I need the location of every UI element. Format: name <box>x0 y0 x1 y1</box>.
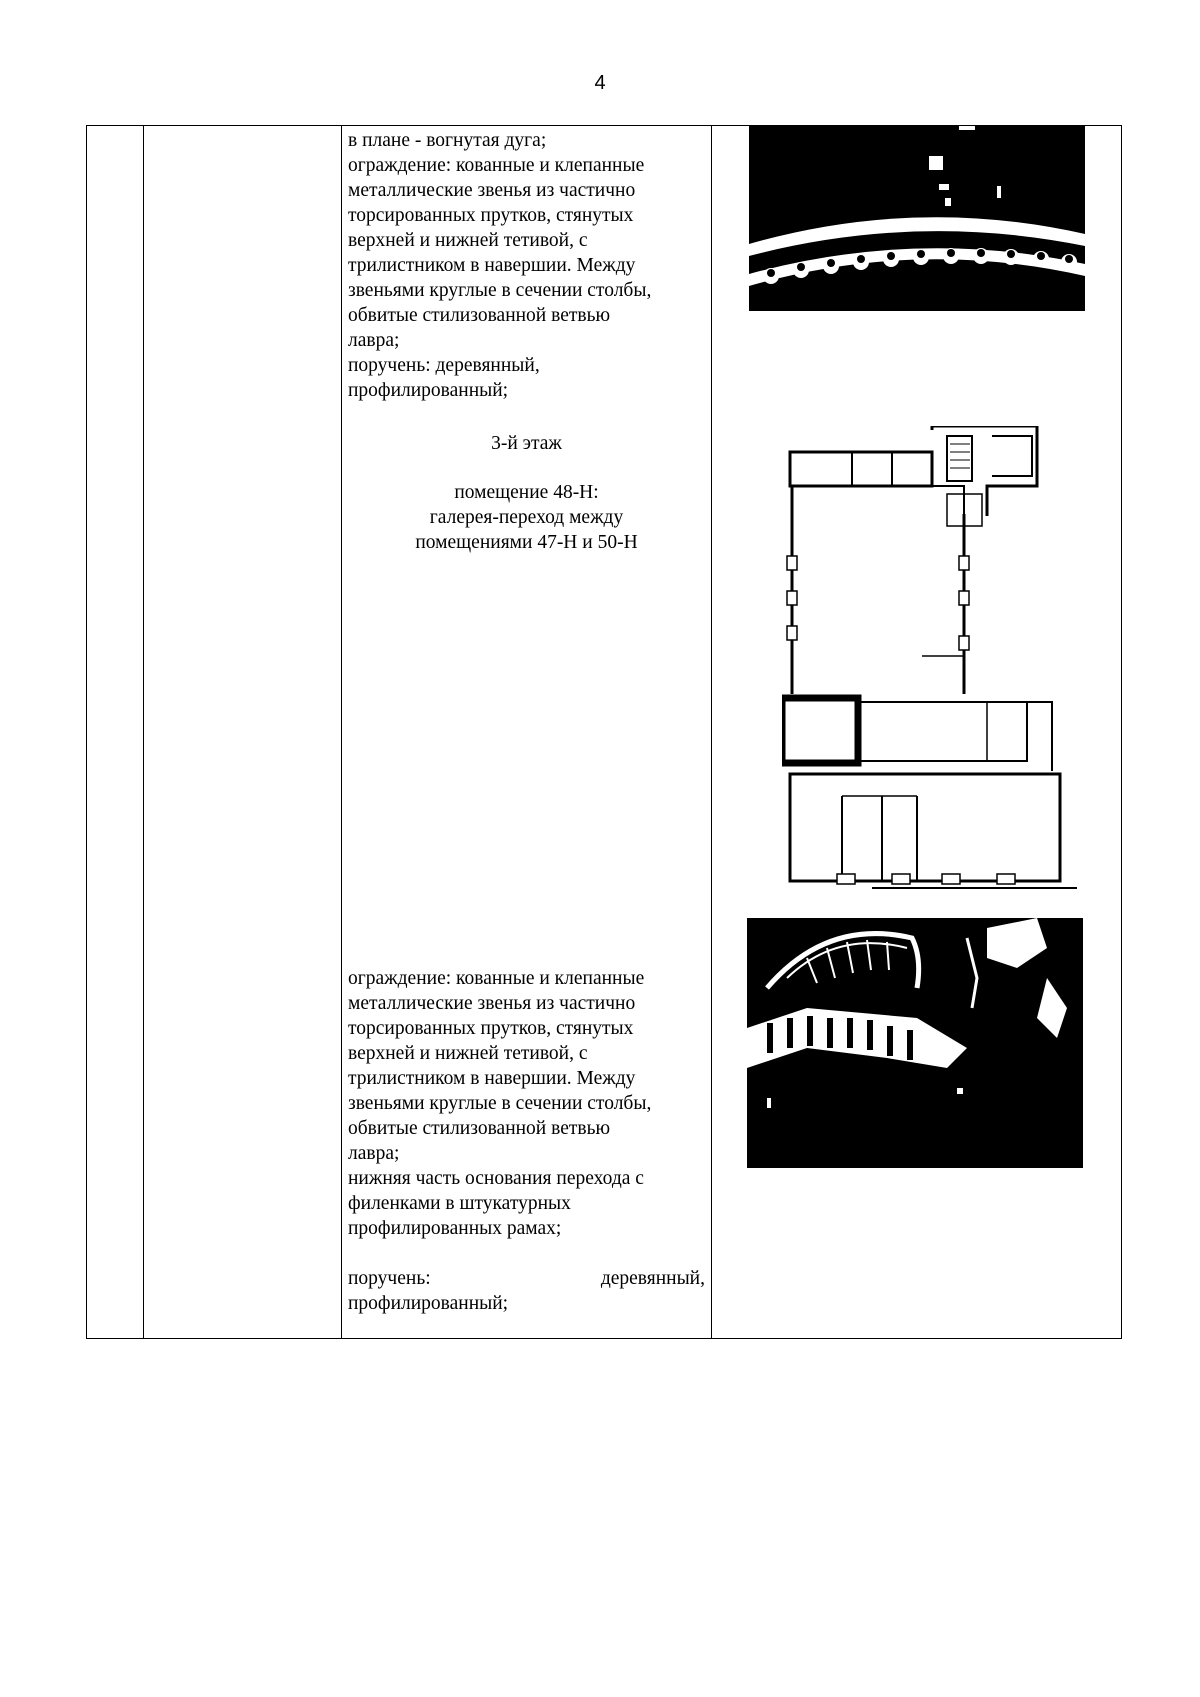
document-table <box>86 125 1122 1339</box>
col-description-cell <box>342 126 712 1339</box>
description-block-3: ограждение: кованные и клепанные металлические звенья из частично торсированных прутков, стянутых верхней и нижней тетивой, с трилистником в навершии. Между звеньями круглые в сечении столбы, обвитые стилизованной ветвью лавра; нижняя часть основания перехода с филенками в штукатурных профилированных рамах; поручень: деревянный, профилированный; <box>348 968 705 1314</box>
description-block-1: в плане - вогнутая дуга; ограждение: кованные и клепанные металлические звенья из частично торсированных прутков, стянутых верхней и нижней тетивой, с трилистником в навершии. Между звеньями круглые в сечении столбы, обвитые стилизованной ветвью лавра; поручень: деревянный, профилированный; <box>348 130 652 401</box>
description-block-2: 3-й этаж помещение 48-Н: галерея-переход между помещениями 47-Н и 50-Н <box>342 429 711 555</box>
gallery-photo <box>747 918 1083 1168</box>
railing-photo <box>749 126 1085 311</box>
col-number-cell <box>87 126 144 1339</box>
col-name-cell <box>144 126 342 1339</box>
page-number: 4 <box>594 72 606 94</box>
floor-heading: 3-й этаж <box>491 433 562 454</box>
room-title: помещение 48-Н: <box>454 482 599 503</box>
handrail-row: поручень: деревянный, <box>348 1268 705 1289</box>
table-row <box>87 126 1122 1339</box>
floor-plan <box>782 426 1077 894</box>
col-images-cell <box>712 126 1122 1339</box>
